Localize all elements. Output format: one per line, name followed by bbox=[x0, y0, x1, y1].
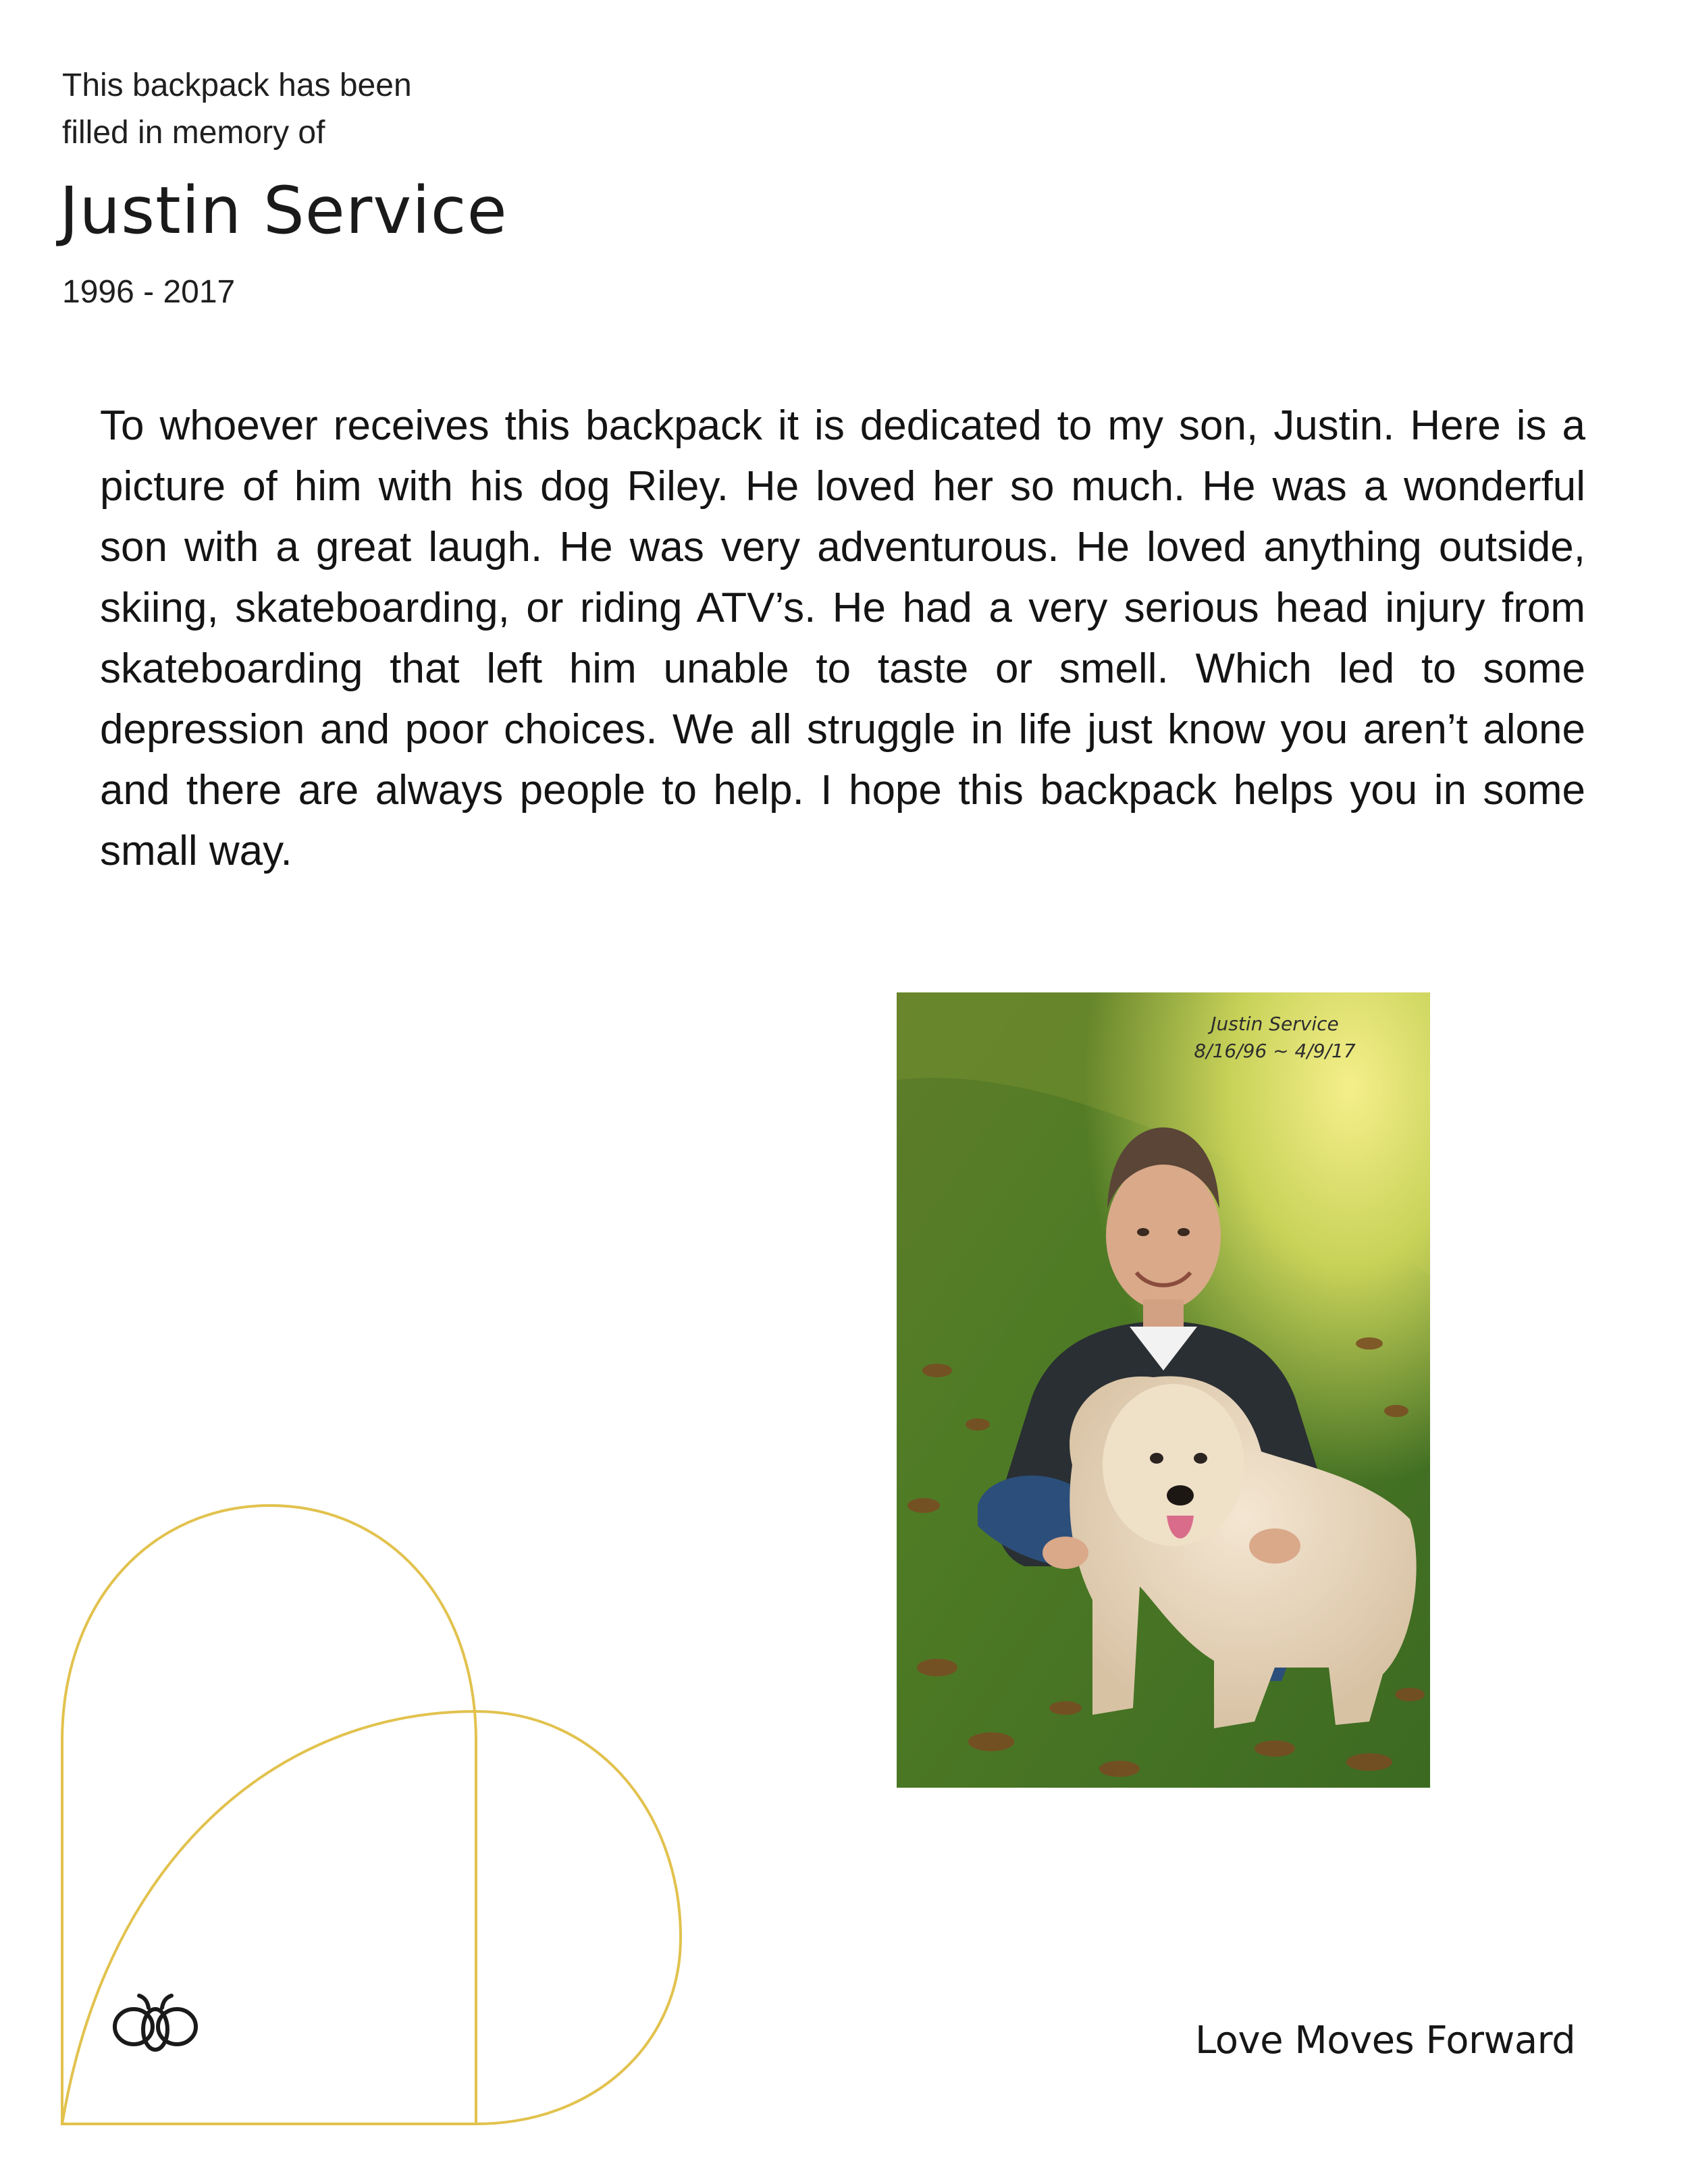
footer-tagline: Love Moves Forward bbox=[1195, 2019, 1576, 2062]
dedication-letter: To whoever receives this backpack it is dedicated to my son, Justin. Here is a picture of him with his dog Riley. He loved her so much. He was a wonderful son with a great laugh. He was very adventurous. He loved anything outside, skiing, skateboarding, or riding ATV’s. He had a very serious head injury from skateboarding that left him unable to taste or smell. Which led to some depression and poor choices. We all struggle in life just know you aren’t alone and there are always people to help. I hope this backpack helps you in some small way. bbox=[100, 402, 1585, 874]
intro-line-1: This backpack has been bbox=[62, 68, 412, 103]
bee-icon bbox=[108, 1992, 203, 2062]
memorial-photo bbox=[897, 992, 1430, 1788]
memorial-years: 1996 - 2017 bbox=[62, 274, 236, 310]
photo-caption-dates: 8/16/96 ~ 4/9/17 bbox=[1194, 1040, 1356, 1062]
intro-line-2: filled in memory of bbox=[62, 115, 325, 151]
heart-outline-decoration bbox=[0, 1472, 716, 2137]
memorial-name: Justin Service bbox=[59, 173, 508, 248]
intro-text bbox=[62, 62, 535, 157]
photo-caption-name: Justin Service bbox=[1211, 1013, 1339, 1035]
